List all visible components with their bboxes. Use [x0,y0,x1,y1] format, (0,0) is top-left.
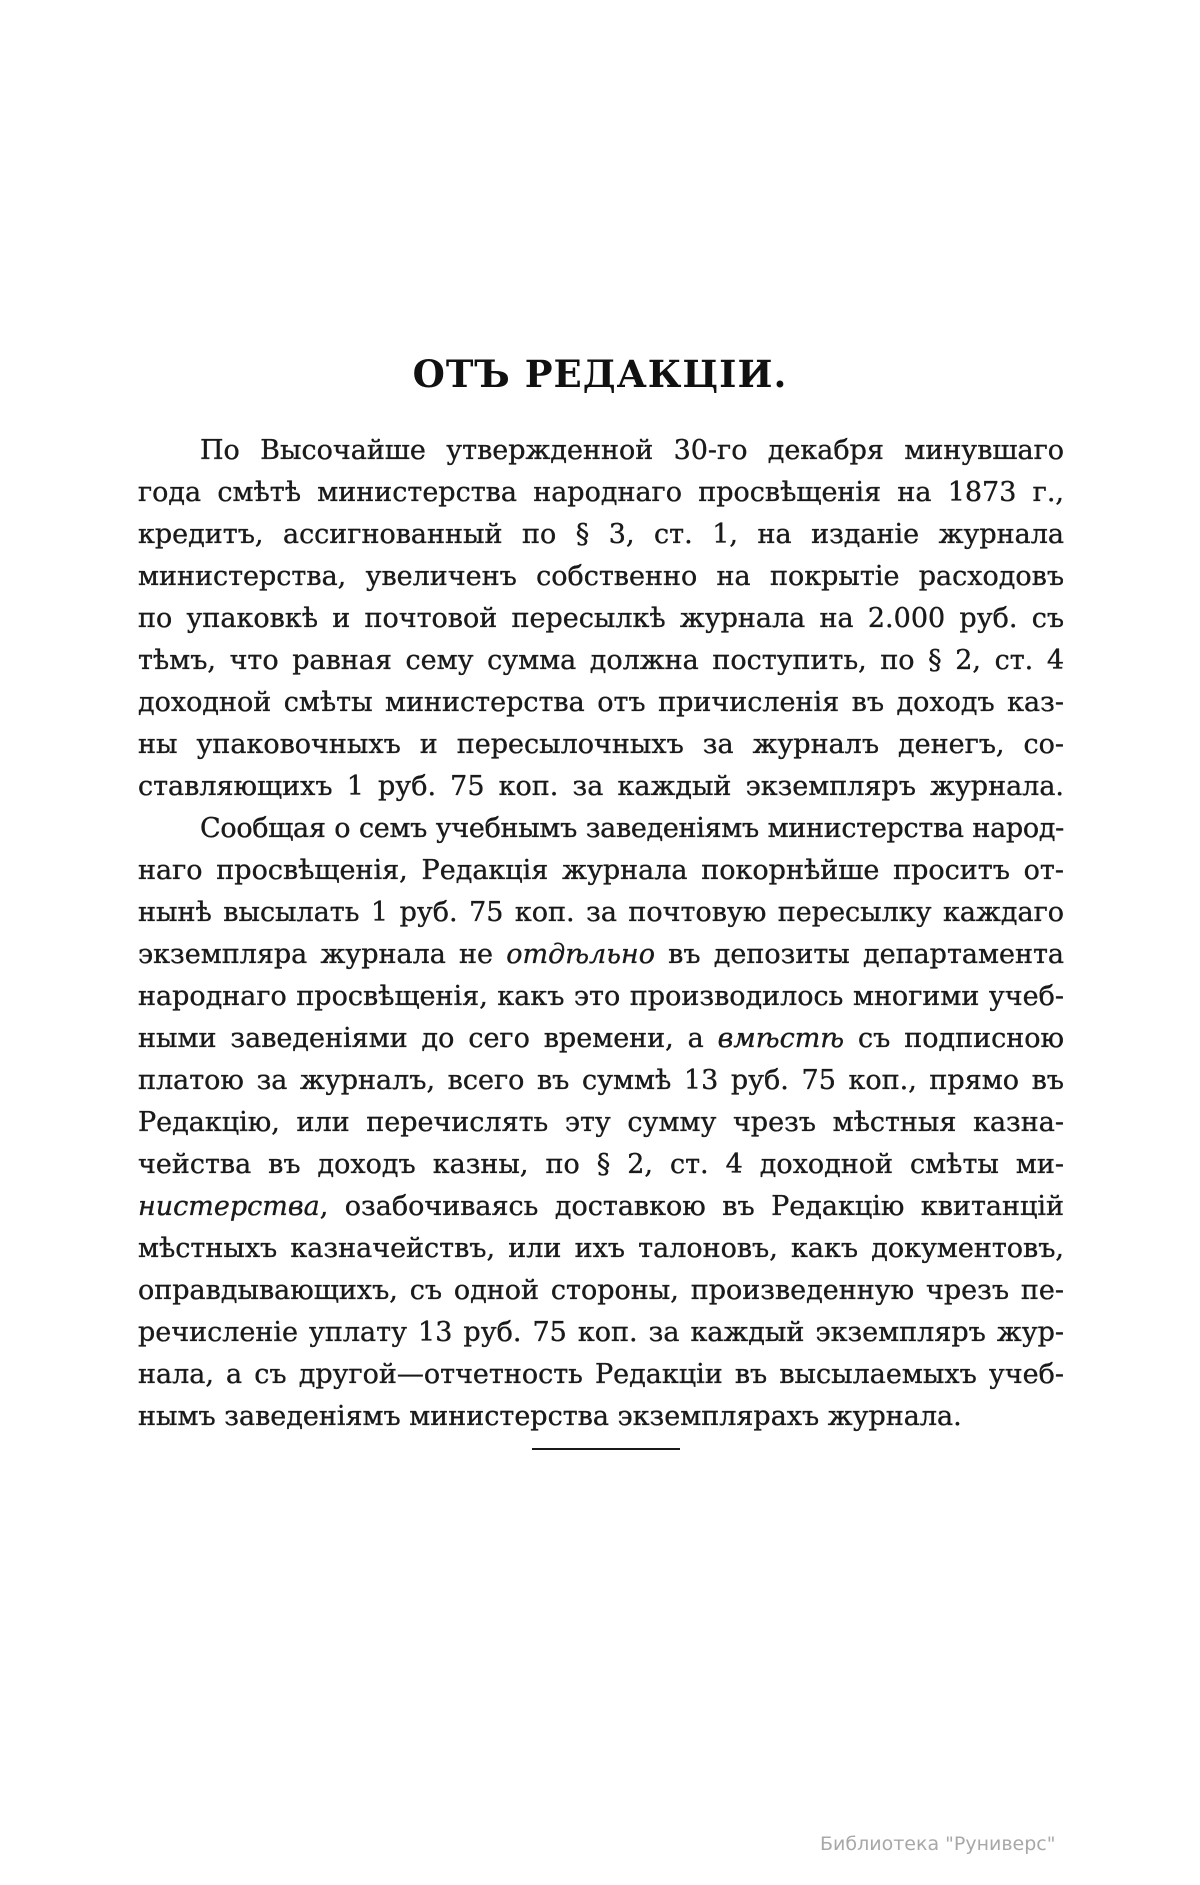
text-line [138,1186,1064,1228]
text-segment: кредитъ, ассигнованный по § 3, ст. 1, на изданіе журнала [138,519,1064,550]
text-line [138,598,1064,640]
text-line [138,1354,1064,1396]
text-line [138,640,1064,682]
text-segment: оправдывающихъ, съ одной стороны, произведенную чрезъ пе- [138,1275,1064,1306]
text-segment: года смѣтѣ министерства народнаго просвѣщенія на 1873 г., [138,477,1064,508]
text-line [138,556,1064,598]
text-segment: ны упаковочныхъ и пересылочныхъ за журналъ денегъ, со- [138,729,1064,760]
text-line [138,1060,1064,1102]
page-title: ОТЪ РЕДАКЦІИ. [412,352,788,396]
text-segment: речисленіе уплату 13 руб. 75 коп. за каждый экземпляръ жур- [138,1317,1064,1348]
text-line [138,850,1064,892]
text-segment: , озабочиваясь доставкою въ Редакцію квитанцій [319,1191,1064,1222]
text-segment: въ депозиты департамента [654,939,1064,970]
text-line [138,976,1064,1018]
text-segment: Редакцію, или перечислять эту сумму чрезъ мѣстныя казна- [138,1107,1064,1138]
text-line [138,1018,1064,1060]
italic-text: вмѣстѣ [717,1023,845,1054]
text-line [138,934,1064,976]
text-segment: съ подписною [844,1023,1064,1054]
text-line [138,892,1064,934]
text-segment: по упаковкѣ и почтовой пересылкѣ журнала на 2.000 руб. съ [138,603,1064,634]
text-segment: платою за журналъ, всего въ суммѣ 13 руб. 75 коп., прямо въ [138,1065,1064,1096]
text-segment: нымъ заведеніямъ министерства экземплярахъ журнала. [138,1401,962,1432]
text-segment: наго просвѣщенія, Редакція журнала покорнѣйше проситъ от- [138,855,1064,886]
text-segment: Сообщая о семъ учебнымъ заведеніямъ министерства народ- [200,813,1064,844]
text-segment: министерства, увеличенъ собственно на покрытіе расходовъ [138,561,1064,592]
divider [532,1448,680,1450]
text-line [138,514,1064,556]
text-segment: ставляющихъ 1 руб. 75 коп. за каждый экземпляръ журнала. [138,771,1064,802]
text-line [138,766,1064,808]
text-line [138,724,1064,766]
text-segment: ными заведеніями до сего времени, а [138,1023,718,1054]
text-segment: нынѣ высылать 1 руб. 75 коп. за почтовую пересылку каждаго [138,897,1064,928]
text-segment: народнаго просвѣщенія, какъ это производилось многими учеб- [138,981,1064,1012]
text-line [138,1270,1064,1312]
text-segment: По Высочайше утвержденной 30-го декабря минувшаго [200,435,1064,466]
text-line [138,1144,1064,1186]
italic-text: нистерства [138,1191,320,1222]
text-segment: нала, а съ другой—отчетность Редакціи въ высылаемыхъ учеб- [138,1359,1064,1390]
text-segment: доходной смѣты министерства отъ причисленія въ доходъ каз- [138,687,1064,718]
text-line [138,1396,1064,1438]
library-watermark: Библиотека "Руниверс" [820,1833,1056,1855]
text-line [138,430,1064,472]
text-segment: тѣмъ, что равная сему сумма должна поступить, по § 2, ст. 4 [138,645,1064,676]
text-line [138,1102,1064,1144]
text-line [138,1228,1064,1270]
body-text [138,430,1064,1438]
italic-text: отдѣльно [506,939,655,970]
text-segment: чейства въ доходъ казны, по § 2, ст. 4 доходной смѣты ми- [138,1149,1064,1180]
text-segment: экземпляра журнала не [138,939,507,970]
text-line [138,808,1064,850]
text-line [138,1312,1064,1354]
text-segment: мѣстныхъ казначействъ, или ихъ талоновъ, какъ документовъ, [138,1233,1064,1264]
text-line [138,472,1064,514]
text-line [138,682,1064,724]
